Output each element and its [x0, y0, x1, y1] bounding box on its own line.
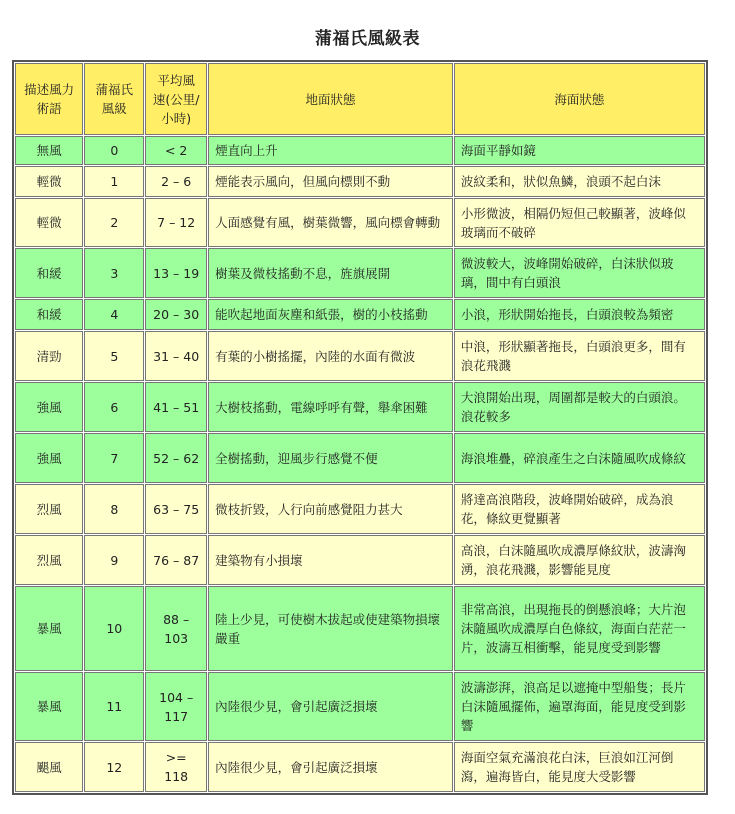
cell-term: 輕微 — [15, 198, 83, 247]
cell-land: 煙直向上升 — [208, 136, 453, 165]
cell-sea: 將達高浪階段，波峰開始破碎，成為浪花，條紋更覺顯著 — [454, 484, 705, 534]
cell-sea: 波紋柔和，狀似魚鱗，浪頭不起白沫 — [454, 166, 705, 197]
cell-speed: 13 – 19 — [145, 248, 207, 298]
cell-sea: 海面平靜如鏡 — [454, 136, 705, 165]
cell-sea: 大浪開始出現，周圍都是較大的白頭浪。浪花較多 — [454, 382, 705, 432]
cell-sea: 高浪，白沫隨風吹成濃厚條紋狀，波濤洶湧，浪花飛濺，影響能見度 — [454, 535, 705, 585]
cell-term: 和緩 — [15, 299, 83, 330]
cell-land: 能吹起地面灰塵和紙張，樹的小枝搖動 — [208, 299, 453, 330]
cell-speed: 76 – 87 — [145, 535, 207, 585]
table-row — [15, 331, 705, 381]
cell-land: 建築物有小損壞 — [208, 535, 453, 585]
cell-speed: 41 – 51 — [145, 382, 207, 432]
cell-speed: 20 – 30 — [145, 299, 207, 330]
table-row — [15, 136, 705, 165]
cell-speed: >= 118 — [145, 742, 207, 792]
cell-level: 7 — [84, 433, 144, 483]
cell-term: 輕微 — [15, 166, 83, 197]
cell-speed: < 2 — [145, 136, 207, 165]
cell-term: 暴風 — [15, 672, 83, 741]
cell-level: 1 — [84, 166, 144, 197]
cell-speed: 2 – 6 — [145, 166, 207, 197]
cell-land: 全樹搖動，迎風步行感覺不便 — [208, 433, 453, 483]
table-row — [15, 586, 705, 671]
cell-term: 無風 — [15, 136, 83, 165]
table-row — [15, 672, 705, 741]
header-level: 蒲福氏風級 — [84, 63, 144, 135]
cell-land: 有葉的小樹搖擺，內陸的水面有微波 — [208, 331, 453, 381]
cell-sea: 波濤澎湃，浪高足以遮掩中型船隻；長片白沫隨風擺佈，遍罩海面，能見度受到影響 — [454, 672, 705, 741]
table-row — [15, 433, 705, 483]
page-title: 蒲福氏風級表 — [315, 29, 420, 49]
cell-sea: 海浪堆疊，碎浪產生之白沫隨風吹成條紋 — [454, 433, 705, 483]
cell-term: 強風 — [15, 382, 83, 432]
table-header-row — [15, 63, 705, 135]
cell-term: 強風 — [15, 433, 83, 483]
cell-sea: 海面空氣充滿浪花白沫，巨浪如江河倒瀉，遍海皆白，能見度大受影響 — [454, 742, 705, 792]
cell-level: 3 — [84, 248, 144, 298]
cell-level: 8 — [84, 484, 144, 534]
cell-sea: 小形微波，相隔仍短但己較顯著，波峰似玻璃而不破碎 — [454, 198, 705, 247]
cell-level: 2 — [84, 198, 144, 247]
cell-level: 4 — [84, 299, 144, 330]
cell-speed: 7 – 12 — [145, 198, 207, 247]
cell-land: 人面感覺有風，樹葉微響，風向標會轉動 — [208, 198, 453, 247]
cell-level: 6 — [84, 382, 144, 432]
cell-speed: 88 – 103 — [145, 586, 207, 671]
table-row — [15, 382, 705, 432]
cell-speed: 31 – 40 — [145, 331, 207, 381]
table-row — [15, 198, 705, 247]
cell-sea: 中浪，形狀顯著拖長，白頭浪更多，間有浪花飛濺 — [454, 331, 705, 381]
cell-sea: 微波較大，波峰開始破碎，白沫狀似玻璃，間中有白頭浪 — [454, 248, 705, 298]
header-land: 地面狀態 — [208, 63, 453, 135]
header-term: 描述風力術語 — [15, 63, 83, 135]
table-row — [15, 742, 705, 792]
cell-speed: 104 – 117 — [145, 672, 207, 741]
cell-land: 內陸很少見，會引起廣泛損壞 — [208, 742, 453, 792]
header-speed: 平均風速(公里/小時) — [145, 63, 207, 135]
cell-land: 樹葉及微枝搖動不息，旌旗展開 — [208, 248, 453, 298]
cell-land: 內陸很少見，會引起廣泛損壞 — [208, 672, 453, 741]
cell-term: 烈風 — [15, 484, 83, 534]
cell-term: 颶風 — [15, 742, 83, 792]
cell-term: 烈風 — [15, 535, 83, 585]
cell-speed: 63 – 75 — [145, 484, 207, 534]
cell-level: 11 — [84, 672, 144, 741]
cell-land: 大樹枝搖動，電線呼呼有聲，舉傘困難 — [208, 382, 453, 432]
cell-sea: 非常高浪，出現拖長的倒懸浪峰；大片泡沫隨風吹成濃厚白色條紋，海面白茫茫一片，波濤互相衝擊，能見度受到影響 — [454, 586, 705, 671]
cell-speed: 52 – 62 — [145, 433, 207, 483]
cell-level: 0 — [84, 136, 144, 165]
cell-level: 9 — [84, 535, 144, 585]
cell-term: 和緩 — [15, 248, 83, 298]
cell-land: 煙能表示風向，但風向標則不動 — [208, 166, 453, 197]
cell-land: 微枝折毀，人行向前感覺阻力甚大 — [208, 484, 453, 534]
table-row — [15, 484, 705, 534]
table-row — [15, 535, 705, 585]
header-sea: 海面狀態 — [454, 63, 705, 135]
cell-term: 清勁 — [15, 331, 83, 381]
cell-term: 暴風 — [15, 586, 83, 671]
beaufort-scale-table — [12, 60, 708, 795]
table-row — [15, 166, 705, 197]
cell-level: 5 — [84, 331, 144, 381]
cell-level: 10 — [84, 586, 144, 671]
cell-sea: 小浪，形狀開始拖長，白頭浪較為頻密 — [454, 299, 705, 330]
cell-land: 陸上少見，可使樹木拔起或使建築物損壞嚴重 — [208, 586, 453, 671]
cell-level: 12 — [84, 742, 144, 792]
table-row — [15, 299, 705, 330]
table-body — [15, 136, 705, 792]
table-row — [15, 248, 705, 298]
